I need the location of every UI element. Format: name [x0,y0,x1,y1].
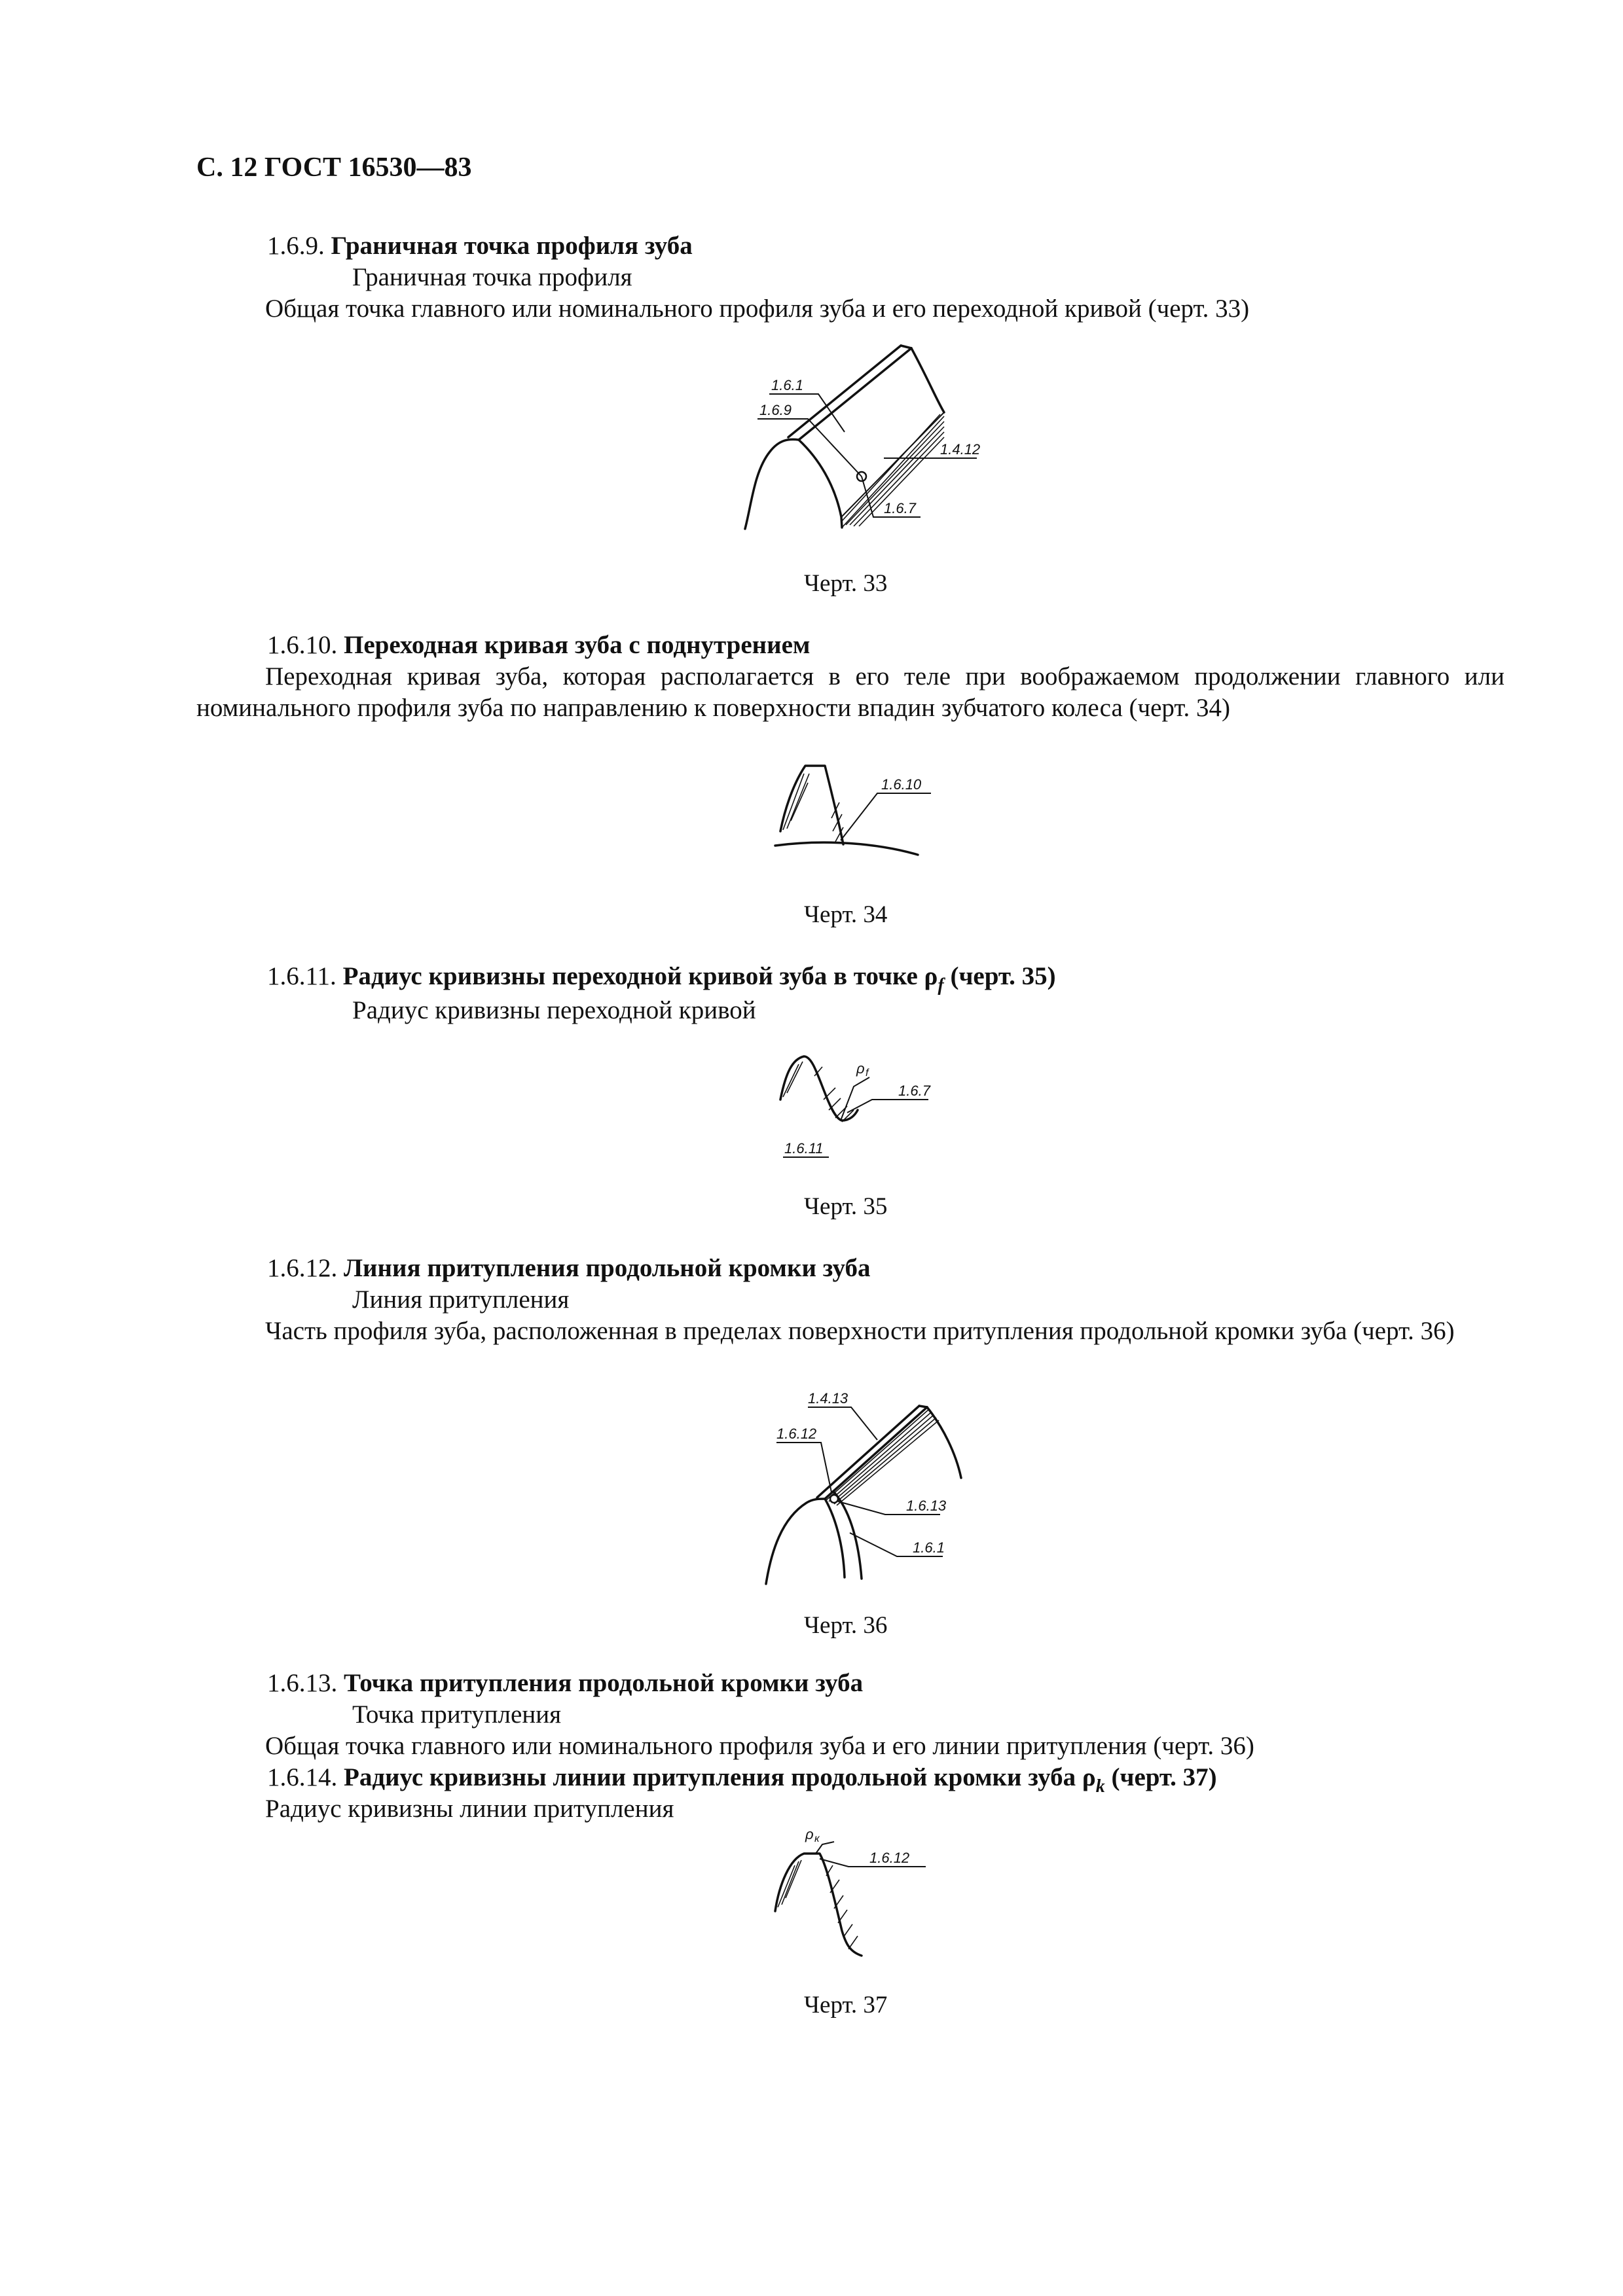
section-term: Переходная кривая зуба с поднутрением [344,631,811,659]
section-term: Радиус кривизны переходной кривой зуба в точке ρ [342,962,938,990]
figure-34 [766,759,1002,870]
figure-35 [773,1047,982,1165]
section-term-suffix: (черт. 37) [1104,1763,1217,1791]
label-rho-subscript: f [866,1067,869,1079]
figure-33-caption: Черт. 33 [804,570,888,597]
figure-33 [707,340,1008,537]
label-rho: ρ [805,1826,814,1842]
label-1-6-1: 1.6.1 [771,377,803,393]
label-1-6-9: 1.6.9 [759,402,792,418]
figure-37 [766,1826,962,1964]
figure-37-caption: Черт. 37 [804,1992,888,2018]
label-1-6-1: 1.6.1 [913,1539,945,1556]
figure-36 [753,1390,989,1590]
gear-tooth-drawing [745,346,977,529]
section-term: Радиус кривизны линии притупления продольной кромки зуба ρ [344,1763,1096,1791]
label-1-6-7: 1.6.7 [884,500,916,516]
label-1-6-11: 1.6.11 [784,1140,824,1157]
chamfer-hatching [826,1410,939,1505]
label-1-4-13: 1.4.13 [808,1390,848,1407]
label-1-6-10: 1.6.10 [881,776,922,793]
tooth-hatching [778,1860,858,1949]
section-term: Линия притупления продольной кромки зуба [344,1254,871,1282]
section-1-6-10-definition: Переходная кривая зуба, которая располагается в его теле при воображаемом продолжении главного или номинального профиля зуба по направлению к поверхности впадин зубчатого колеса (черт. 34) [196,662,1504,722]
section-1-6-9-heading [267,230,693,262]
section-1-6-13-heading [267,1668,863,1699]
section-1-6-12-heading [267,1253,871,1284]
section-1-6-10-heading [267,630,811,661]
section-number: 1.6.14. [267,1763,338,1791]
section-1-6-9-definition: Общая точка главного или номинального профиля зуба и его переходной кривой (черт. 33) [265,295,1250,323]
figure-35-caption: Черт. 35 [804,1193,888,1220]
blunting-point [830,1495,838,1503]
section-1-6-12-definition: Часть профиля зуба, расположенная в пределах поверхности притупления продольной кромки зуба (черт. 36) [265,1317,1455,1345]
figure-34-caption: Черт. 34 [804,901,888,928]
figure-36-caption: Черт. 36 [804,1612,888,1639]
section-term: Точка притупления продольной кромки зуба [344,1669,864,1697]
section-number: 1.6.11. [267,962,337,990]
section-term-suffix: (черт. 35) [943,962,1056,990]
section-number: 1.6.12. [267,1254,338,1282]
label-1-6-12: 1.6.12 [869,1850,910,1866]
label-1-6-7: 1.6.7 [898,1083,930,1099]
section-number: 1.6.9. [267,232,325,260]
section-1-6-13-definition: Общая точка главного или номинального профиля зуба и его линии притупления (черт. 36) [265,1732,1254,1760]
label-rho: ρ [856,1060,865,1077]
section-number: 1.6.13. [267,1669,338,1697]
label-1-6-13: 1.6.13 [906,1498,947,1514]
label-1-6-12: 1.6.12 [776,1426,817,1442]
section-term: Граничная точка профиля зуба [331,232,693,260]
section-term-subscript: k [1095,1776,1105,1797]
label-1-4-12: 1.4.12 [940,441,981,457]
section-1-6-14-definition: Радиус кривизны линии притупления [265,1795,674,1823]
section-number: 1.6.10. [267,631,338,659]
page-header: С. 12 ГОСТ 16530—83 [196,152,472,183]
section-term-subscript: f [938,975,944,996]
label-rho-subscript: к [814,1833,820,1844]
section-1-6-9-short-term: Граничная точка профиля [352,263,632,291]
section-1-6-11-short-term: Радиус кривизны переходной кривой [352,996,756,1024]
section-1-6-13-short-term: Точка притупления [352,1700,562,1729]
section-1-6-12-short-term: Линия притупления [352,1285,570,1314]
